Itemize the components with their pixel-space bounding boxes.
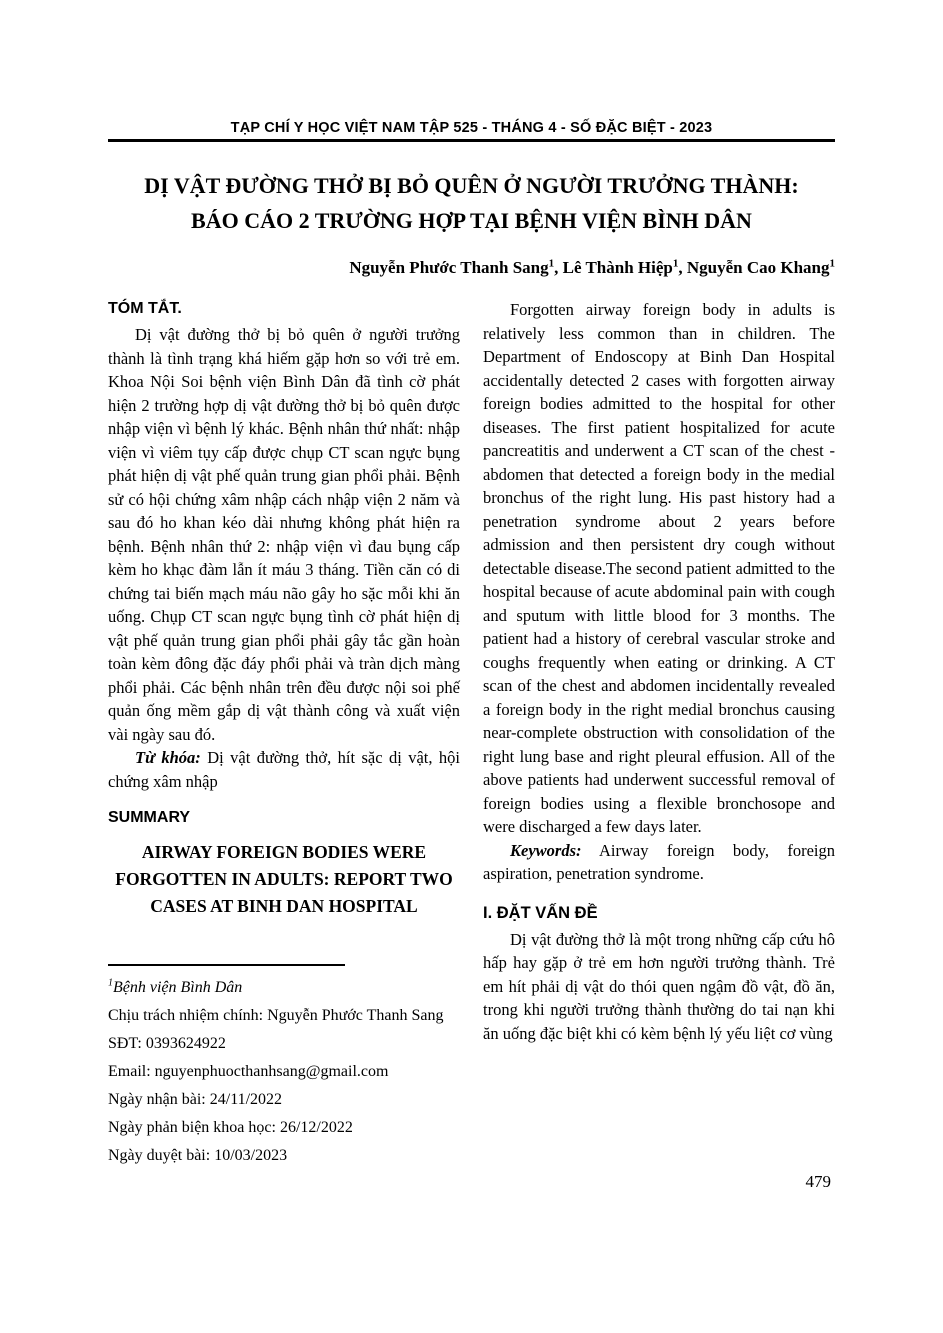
author-separator: , — [678, 258, 687, 277]
footnote-accepted-date: Ngày duyệt bài: 10/03/2023 — [108, 1147, 288, 1164]
author-affiliation-mark: 1 — [548, 257, 555, 270]
author-affiliation-mark: 1 — [829, 257, 835, 270]
keywords-vi-label: Từ khóa: — [135, 748, 201, 767]
author-separator: , — [554, 258, 563, 277]
footnote-corresponding-author: Chịu trách nhiệm chính: Nguyễn Phước Thanh Sang — [108, 1007, 444, 1024]
summary-heading: SUMMARY — [108, 809, 191, 826]
abstract-vi-keywords — [108, 746, 460, 793]
article-title-line-1: DỊ VẬT ĐƯỜNG THỞ BỊ BỎ QUÊN Ở NGƯỜI TRƯỞNG THÀNH: — [144, 173, 799, 198]
page-content — [108, 120, 835, 1170]
summary-en-keywords — [483, 839, 835, 886]
author — [563, 258, 687, 277]
footnote-reviewed-date: Ngày phản biện khoa học: 26/12/2022 — [108, 1119, 353, 1136]
section1-heading: I. ĐẶT VẤN ĐỀ — [483, 903, 598, 922]
summary-en-body: Forgotten airway foreign body in adults is relatively less common than in children. The Department of Endoscopy at Binh Dan Hospital accidentally detected 2 cases with forgotten airway foreign bodies admitted to the hospital for other diseases. The first patient hospitalized for acute pancreatitis and underwent a CT scan of the chest - abdomen that detected a foreign body in the medial bronchus of the right lung. His past history had a penetration syndrome about 2 years before admission and then persistent dry cough without detectable disease.The second patient admitted to the hospital because of acute abdominal pain with cough and sputum with little blood for 3 months. The patient had a history of cerebral vascular stroke and coughs frequently when eating or drinking. A CT scan of the chest and abdomen incidentally revealed a foreign body in the right medial bronchus causing near-complete obstruction with consolidation of the right lung base and right pleural effusion. All of the above patients had underwent successful removal of foreign bodies using a flexible bronchosope and were discharged a few days later. — [483, 300, 835, 836]
footnote-received-date: Ngày nhận bài: 24/11/2022 — [108, 1091, 283, 1108]
author — [687, 258, 835, 277]
two-column-body — [108, 298, 835, 1170]
section1-body: Dị vật đường thở là một trong những cấp cứu hô hấp hay gặp ở trẻ em hơn người trưởng thành. Trẻ em hít phải dị vật do thói quen ngậm đồ vật, đồ ăn, trong khi người trưởng thành thường do tai nạn khi ăn uống đặc biệt khi có kèm bệnh lý yếu liệt cơ vùng — [483, 929, 835, 1043]
running-head — [108, 120, 835, 142]
author — [349, 258, 562, 277]
affiliation-text: Bệnh viện Bình Dân — [113, 979, 243, 996]
abstract-vi-heading: TÓM TẮT. — [108, 300, 182, 317]
footnote-divider — [108, 964, 345, 966]
footnote-email: Email: nguyenphuocthanhsang@gmail.com — [108, 1063, 389, 1080]
article-title-line-2: BÁO CÁO 2 TRƯỜNG HỢP TẠI BỆNH VIỆN BÌNH DÂN — [191, 208, 752, 233]
footnote-block — [108, 964, 460, 1170]
author-name: Nguyễn Phước Thanh Sang — [349, 258, 549, 277]
keywords-vi-text: Dị vật đường thở, hít sặc dị vật, hội chứng xâm nhập — [108, 748, 461, 791]
authors-line — [108, 258, 835, 278]
keywords-en-label: Keywords: — [510, 840, 582, 860]
author-name: Lê Thành Hiệp — [562, 258, 673, 277]
page-number: 479 — [805, 1172, 831, 1191]
running-head-text: TẠP CHÍ Y HỌC VIỆT NAM TẬP 525 - THÁNG 4 - SỐ ĐẶC BIỆT - 2023 — [230, 120, 713, 136]
left-column — [108, 298, 460, 1170]
right-column — [483, 298, 835, 1045]
affiliation-mark: 1 — [108, 977, 113, 989]
footnote-phone: SĐT: 0393624922 — [108, 1035, 226, 1052]
footnote-affiliation — [108, 974, 460, 1002]
abstract-vi-body: Dị vật đường thở bị bỏ quên ở người trưởng thành là tình trạng khá hiếm gặp hơn so với trẻ em. Khoa Nội Soi bệnh viện Bình Dân đã tình cờ phát hiện 2 trường hợp dị vật đường thở bị bỏ quên được nhập viện vì bệnh lý khác. Bệnh nhân thứ nhất: nhập viện vì viêm tụy cấp được chụp CT scan ngực bụng phát hiện dị vật phế quản trung gian phổi phải. Bệnh sử có hội chứng xâm nhập cách nhập viện 2 năm và sau đó ho khan kéo dài nhưng không phát hiện ra bệnh. Bệnh nhân thứ 2: nhập viện vì đau bụng cấp kèm ho khạc đàm lẫn ít máu 3 tháng. Tiền căn có di chứng tai biến mạch máu não gây ho sặc mỗi khi ăn uống. Chụp CT scan ngực bụng tình cờ phát hiện dị vật phế quản trung gian phổi phải gây tắc gần hoàn toàn kèm đông đặc đáy phổi phải và tràn dịch màng phổi phải. Các bệnh nhân trên đều được nội soi phế quản ống mềm gắp dị vật thành công và xuất viện vài ngày sau đó. — [108, 325, 460, 744]
author-affiliation-mark: 1 — [672, 257, 679, 270]
summary-title: AIRWAY FOREIGN BODIES WERE FORGOTTEN IN ADULTS: REPORT TWO CASES AT BINH DAN HOSPITAL — [115, 842, 453, 916]
article-title — [108, 168, 835, 238]
keywords-en-text: Airway foreign body, foreign aspiration, penetration syndrome. — [483, 840, 835, 883]
author-name: Nguyễn Cao Khang — [686, 258, 830, 277]
